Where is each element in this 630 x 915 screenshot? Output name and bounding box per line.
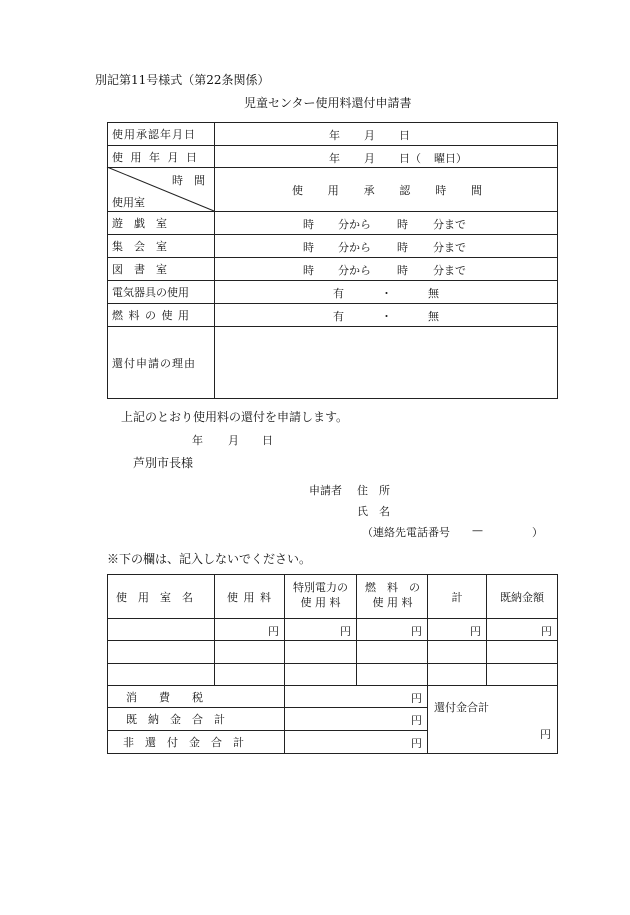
summary-paid-total: 既 納 金 合 計: [126, 713, 225, 726]
applicant-name-label: 氏 名: [357, 505, 390, 518]
refund-total-label: 還付金合計: [434, 701, 489, 714]
label-electric-appliance: 電気器具の使用: [112, 286, 189, 299]
summary-nonrefund-total: 非 還 付 金 合 計: [123, 736, 244, 749]
header-fuel: 燃 料 の 使 用 料: [365, 581, 420, 609]
application-statement: 上記のとおり使用料の還付を申請します。: [121, 410, 349, 424]
addressee: 芦別市長様: [133, 456, 194, 470]
label-fuel-usage: 燃 料 の 使 用: [112, 309, 190, 322]
diag-header-room: 使用室: [112, 196, 145, 209]
refund-total-unit: 円: [540, 728, 551, 741]
room-label-library: 図 書 室: [112, 263, 167, 276]
yen-fuel: 円: [411, 625, 422, 638]
label-approval-date: 使用承認年月日: [112, 128, 196, 141]
header-usage-fee: 使 用 料: [227, 590, 272, 604]
applicant-address-label: 住 所: [357, 484, 390, 497]
label-refund-reason: 還付申請の理由: [112, 356, 196, 370]
summary-consumption-tax-unit: 円: [411, 692, 422, 705]
yen-total: 円: [470, 625, 481, 638]
yen-usage-fee: 円: [268, 625, 279, 638]
form-id: 別記第11号様式（第22条関係）: [95, 73, 270, 87]
header-total: 計: [451, 590, 463, 604]
summary-nonrefund-total-unit: 円: [411, 737, 422, 750]
office-use-note: ※下の欄は、記入しないでください。: [107, 552, 312, 566]
room-label-playroom: 遊 戯 室: [112, 217, 167, 230]
header-special-power: 特別電力の 使 用 料: [293, 581, 348, 609]
yen-paid-amount: 円: [541, 625, 552, 638]
header-room-name: 使 用 室 名: [116, 590, 193, 604]
header-paid-amount: 既納金額: [500, 590, 544, 604]
usage-approval-time-header: 使 用 承 認 時 間: [292, 183, 482, 197]
summary-paid-total-unit: 円: [411, 714, 422, 727]
refund-reason-field[interactable]: [215, 327, 557, 398]
room-label-assembly: 集 会 室: [112, 240, 167, 253]
label-usage-date: 使 用 年 月 日: [112, 150, 199, 164]
yen-special-power: 円: [340, 625, 351, 638]
summary-consumption-tax: 消 費 税: [126, 690, 203, 704]
applicant-label: 申請者: [309, 484, 342, 497]
page-title: 児童センター使用料還付申請書: [244, 96, 412, 110]
diag-header-time: 時 間: [172, 174, 205, 187]
